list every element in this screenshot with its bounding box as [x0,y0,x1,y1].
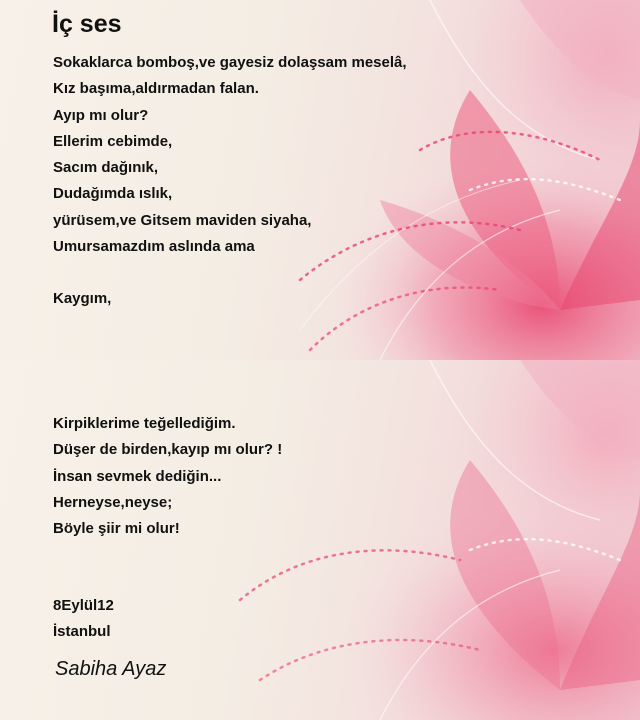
author-name: Sabiha Ayaz [55,658,167,680]
poem-line: Düşer de birden,kayıp mı olur? ! [53,441,283,459]
poem-date-place [53,593,114,646]
poem-line: İnsan sevmek dediğin... [53,467,222,485]
stanza-3 [53,411,282,542]
poem-line: Kirpiklerime teğellediğim. [53,415,236,432]
poem-line: Sacım dağınık, [53,159,159,177]
poem-line: Sokaklarca bomboş,ve gayesiz dolaşsam meselâ, [53,54,407,71]
poem-date: 8Eylül12 [53,597,114,614]
poem-line: Herneyse,neyse; [53,493,173,511]
poem-line: yürüsem,ve Gitsem maviden siyaha, [53,211,312,229]
poem-line: Kız başıma,aldırmadan falan. [53,80,259,98]
poem-line: Ayıp mı olur? [53,106,149,124]
poem-line: Ellerim cebimde, [53,132,173,150]
poem-line: Umursamazdım aslında ama [53,238,255,256]
stanza-1 [53,50,407,260]
poem-line: Dudağımda ıslık, [53,185,173,203]
poem-place: İstanbul [53,623,111,641]
stanza-2 [53,286,111,312]
poem-line: Böyle şiir mi olur! [53,520,180,538]
poem-title: İç ses [52,10,122,38]
poem-line: Kaygım, [53,290,112,307]
